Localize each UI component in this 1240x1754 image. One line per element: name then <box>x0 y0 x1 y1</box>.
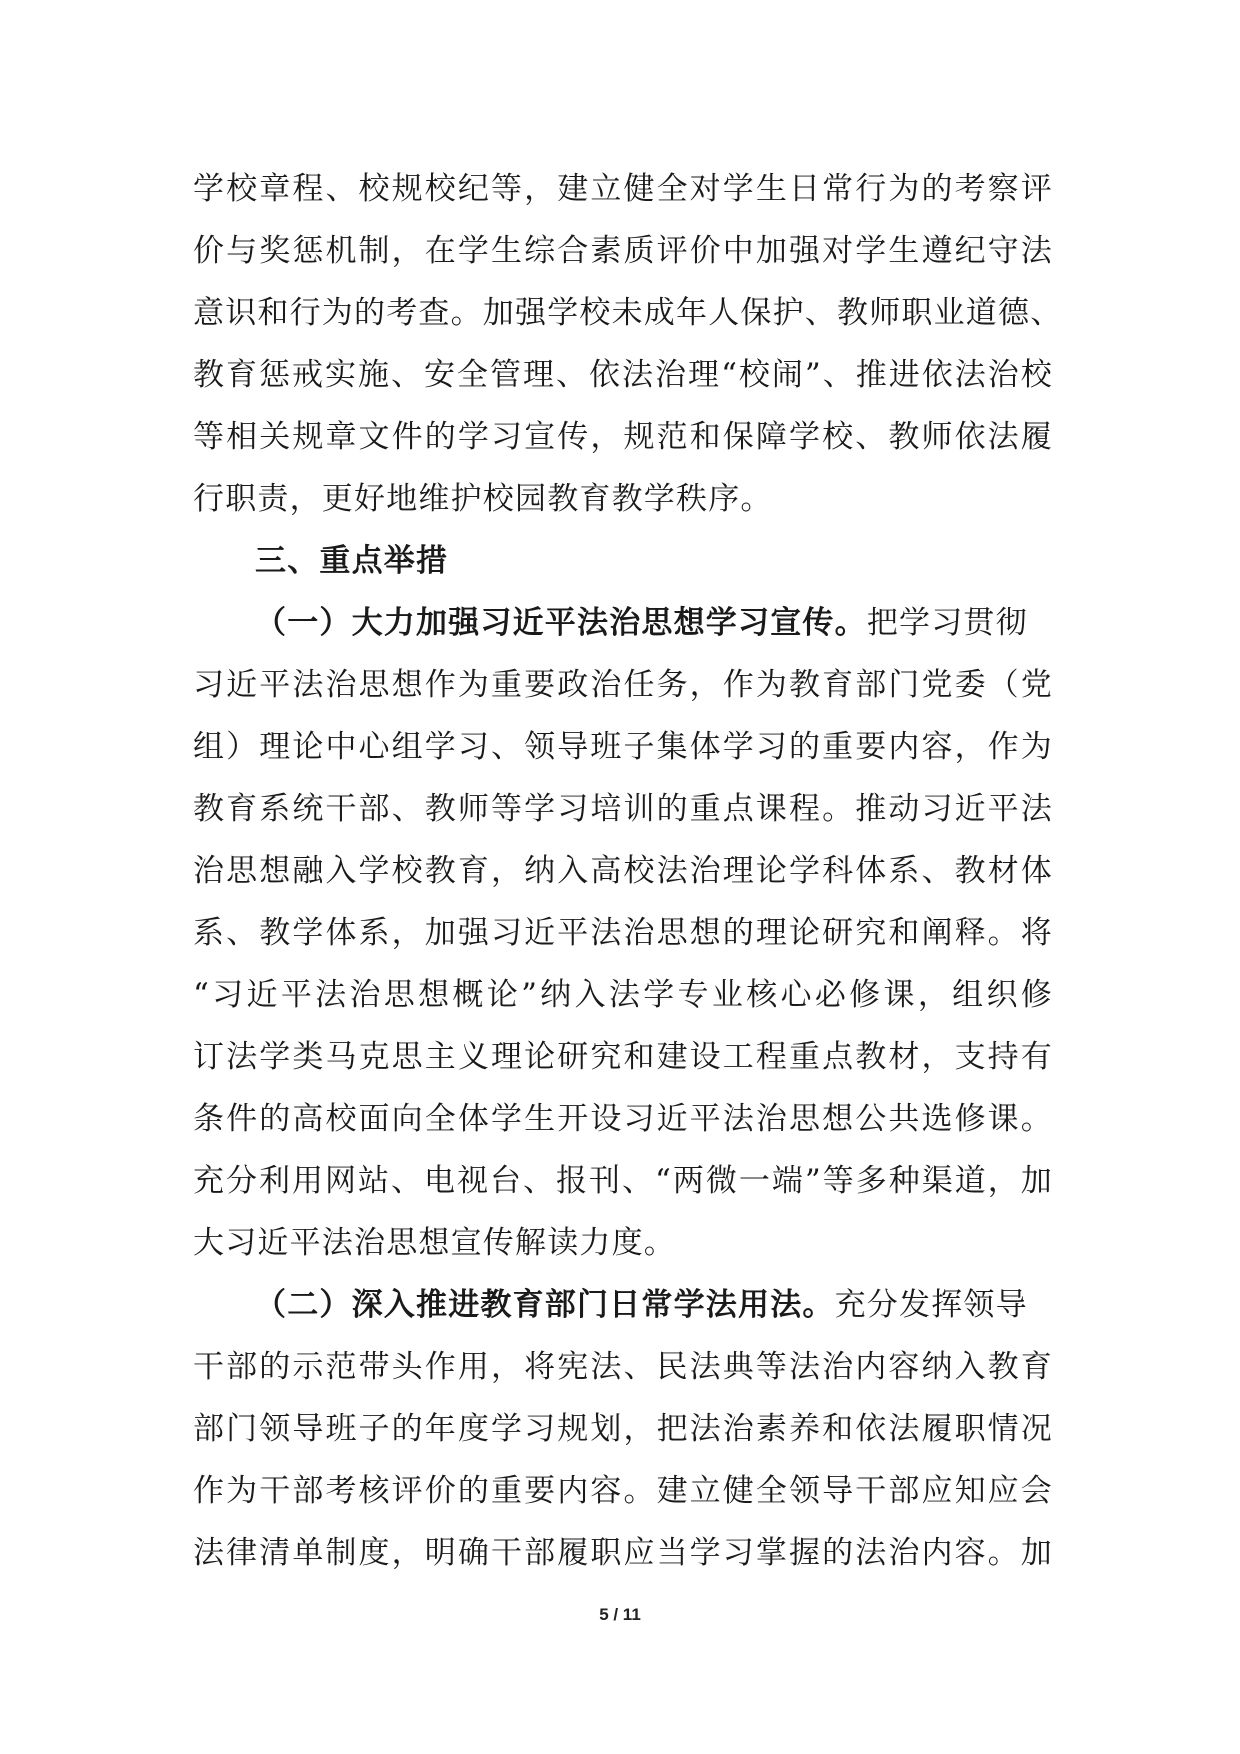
paragraph-line: 教育惩戒实施、安全管理、依法治理“校闹”、推进依法治校 <box>193 357 1053 393</box>
paragraph-line: 作为干部考核评价的重要内容。建立健全领导干部应知应会 <box>193 1473 1053 1509</box>
paragraph-line: 大习近平法治思想宣传解读力度。 <box>193 1225 676 1261</box>
paragraph-line: 组）理论中心组学习、领导班子集体学习的重要内容，作为 <box>193 729 1053 765</box>
paragraph-line: 干部的示范带头作用，将宪法、民法典等法治内容纳入教育 <box>193 1349 1053 1385</box>
paragraph-line: 价与奖惩机制，在学生综合素质评价中加强对学生遵纪守法 <box>193 233 1053 269</box>
paragraph-line: 学校章程、校规校纪等，建立健全对学生日常行为的考察评 <box>193 171 1053 207</box>
paragraph-line: 行职责，更好地维护校园教育教学秩序。 <box>193 481 773 517</box>
subsection-line <box>193 592 1053 654</box>
paragraph-line: 法律清单制度，明确干部履职应当学习掌握的法治内容。加 <box>193 1535 1053 1571</box>
paragraph-line: 教育系统干部、教师等学习培训的重点课程。推动习近平法 <box>193 791 1053 827</box>
subsection-heading: （一）大力加强习近平法治思想学习宣传。 <box>255 605 867 641</box>
paragraph-line: 充分利用网站、电视台、报刊、“两微一端”等多种渠道，加 <box>193 1163 1053 1199</box>
paragraph-line: 治思想融入学校教育，纳入高校法治理论学科体系、教材体 <box>193 853 1053 889</box>
page-number: 5 / 11 <box>599 1605 641 1624</box>
paragraph-text: 把学习贯彻 <box>866 605 1028 641</box>
subsection-line <box>193 1274 1053 1336</box>
paragraph-line: 等相关规章文件的学习宣传，规范和保障学校、教师依法履 <box>193 419 1053 455</box>
paragraph-line: 系、教学体系，加强习近平法治思想的理论研究和阐释。将 <box>193 915 1053 951</box>
paragraph-text: 充分发挥领导 <box>834 1287 1028 1323</box>
paragraph-line: “习近平法治思想概论”纳入法学专业核心必修课，组织修 <box>193 977 1053 1013</box>
paragraph-line: 习近平法治思想作为重要政治任务，作为教育部门党委（党 <box>193 667 1053 703</box>
paragraph-line: 部门领导班子的年度学习规划，把法治素养和依法履职情况 <box>193 1411 1053 1447</box>
paragraph-line: 订法学类马克思主义理论研究和建设工程重点教材，支持有 <box>193 1039 1053 1075</box>
paragraph-line: 条件的高校面向全体学生开设习近平法治思想公共选修课。 <box>193 1101 1053 1137</box>
section-heading: 三、重点举措 <box>255 543 449 579</box>
subsection-heading: （二）深入推进教育部门日常学法用法。 <box>255 1287 835 1323</box>
document-body <box>193 158 1063 1584</box>
paragraph-line: 意识和行为的考查。加强学校未成年人保护、教师职业道德、 <box>193 295 1063 331</box>
